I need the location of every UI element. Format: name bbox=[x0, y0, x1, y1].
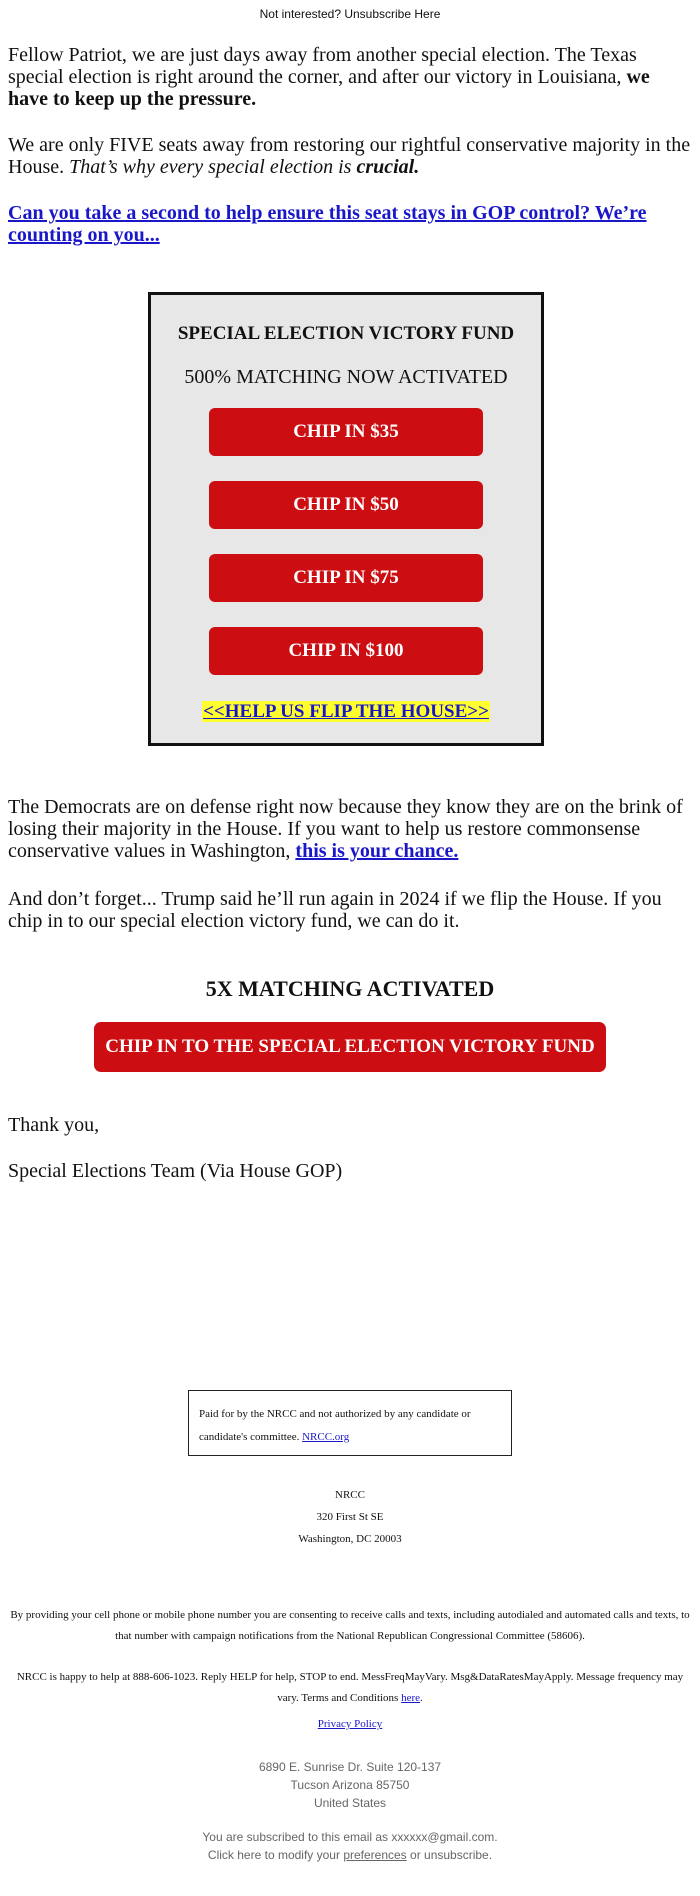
seats-paragraph bbox=[8, 134, 692, 178]
seats-text: We are only FIVE seats away from restoring our rightful conservative majority in the House. bbox=[8, 134, 691, 178]
victory-fund-button[interactable]: CHIP IN TO THE SPECIAL ELECTION VICTORY FUND bbox=[94, 1022, 606, 1072]
democrats-paragraph bbox=[8, 796, 692, 862]
nrcc-address bbox=[0, 1484, 700, 1550]
matching-heading: 5X MATCHING ACTIVATED bbox=[205, 976, 495, 1001]
modify-line bbox=[0, 1846, 700, 1864]
address-line: Washington, DC 20003 bbox=[298, 1533, 402, 1545]
mailing-address bbox=[0, 1758, 700, 1812]
gop-control-link[interactable]: Can you take a second to help ensure this seat stays in GOP control? We’re counting on you... bbox=[8, 202, 647, 246]
address-line: NRCC bbox=[335, 1489, 365, 1501]
matching-subtitle: 500% MATCHING NOW ACTIVATED bbox=[184, 366, 508, 388]
cta-paragraph bbox=[8, 202, 692, 246]
mailing-line: United States bbox=[313, 1796, 387, 1810]
preferences-link[interactable]: preferences bbox=[343, 1848, 407, 1862]
privacy-policy-link[interactable]: Privacy Policy bbox=[317, 1718, 383, 1730]
fund-title: SPECIAL ELECTION VICTORY FUND bbox=[177, 323, 515, 344]
intro-text: Fellow Patriot, we are just days away from another special election. The Texas special election is right around the corner, and after our victory in Louisiana, bbox=[8, 44, 637, 88]
privacy-policy-wrap bbox=[0, 1718, 700, 1730]
mailing-line: Tucson Arizona 85750 bbox=[290, 1778, 410, 1792]
unsubscribe-link[interactable]: Not interested? Unsubscribe Here bbox=[259, 7, 441, 21]
modify-prefix: Click here to modify your bbox=[207, 1848, 344, 1862]
terms-link[interactable]: here bbox=[401, 1692, 421, 1704]
flip-house-link-wrap bbox=[151, 701, 541, 723]
crucial-text: crucial. bbox=[356, 156, 420, 178]
address-line: 320 First St SE bbox=[316, 1511, 384, 1523]
seats-italic-text: That’s why every special election is bbox=[69, 156, 357, 178]
paid-for-text: Paid for by the NRCC and not authorized by any candidate or candidate's committee. bbox=[199, 1408, 471, 1443]
help-text-end: . bbox=[420, 1692, 423, 1704]
mailing-line: 6890 E. Sunrise Dr. Suite 120-137 bbox=[258, 1760, 442, 1774]
help-text bbox=[8, 1667, 692, 1709]
chip-in-35-button[interactable]: CHIP IN $35 bbox=[209, 408, 483, 456]
nrcc-link[interactable]: NRCC.org bbox=[302, 1431, 350, 1443]
sms-consent-text: By providing your cell phone or mobile phone number you are consenting to receive calls and texts, including autodialed and automated calls and texts, to that number with campaign notifications from the National Republican Congressional Committee (58606). bbox=[10, 1609, 690, 1642]
flip-house-link[interactable]: <<HELP US FLIP THE HOUSE>> bbox=[203, 701, 489, 722]
subscribed-line: You are subscribed to this email as xxxxxx@gmail.com. bbox=[202, 1830, 498, 1844]
modify-suffix: or unsubscribe. bbox=[406, 1848, 493, 1862]
your-chance-link[interactable]: this is your chance. bbox=[295, 840, 459, 862]
democrats-text: The Democrats are on defense right now because they know they are on the brink of losing their majority in the House. If you want to help us restore commonsense conservative values in Washington, bbox=[8, 796, 683, 862]
paid-for-box bbox=[188, 1390, 512, 1456]
chip-in-50-button[interactable]: CHIP IN $50 bbox=[209, 481, 483, 529]
help-text-body: NRCC is happy to help at 888-606-1023. Reply HELP for help, STOP to end. MessFreqMayVary. Msg&DataRatesMayApply. Message frequency may vary. Terms and Conditions bbox=[16, 1671, 684, 1704]
signature: Special Elections Team (Via House GOP) bbox=[8, 1160, 343, 1182]
victory-fund-box bbox=[148, 292, 544, 746]
thanks-text: Thank you, bbox=[8, 1114, 100, 1136]
chip-in-100-button[interactable]: CHIP IN $100 bbox=[209, 627, 483, 675]
intro-bold-text: we have to keep up the pressure. bbox=[8, 66, 650, 110]
subscription-info bbox=[0, 1828, 700, 1864]
trump-paragraph: And don’t forget... Trump said he’ll run again in 2024 if we flip the House. If you chip in to our special election victory fund, we can do it. bbox=[8, 888, 662, 932]
intro-paragraph bbox=[8, 44, 692, 110]
chip-in-75-button[interactable]: CHIP IN $75 bbox=[209, 554, 483, 602]
